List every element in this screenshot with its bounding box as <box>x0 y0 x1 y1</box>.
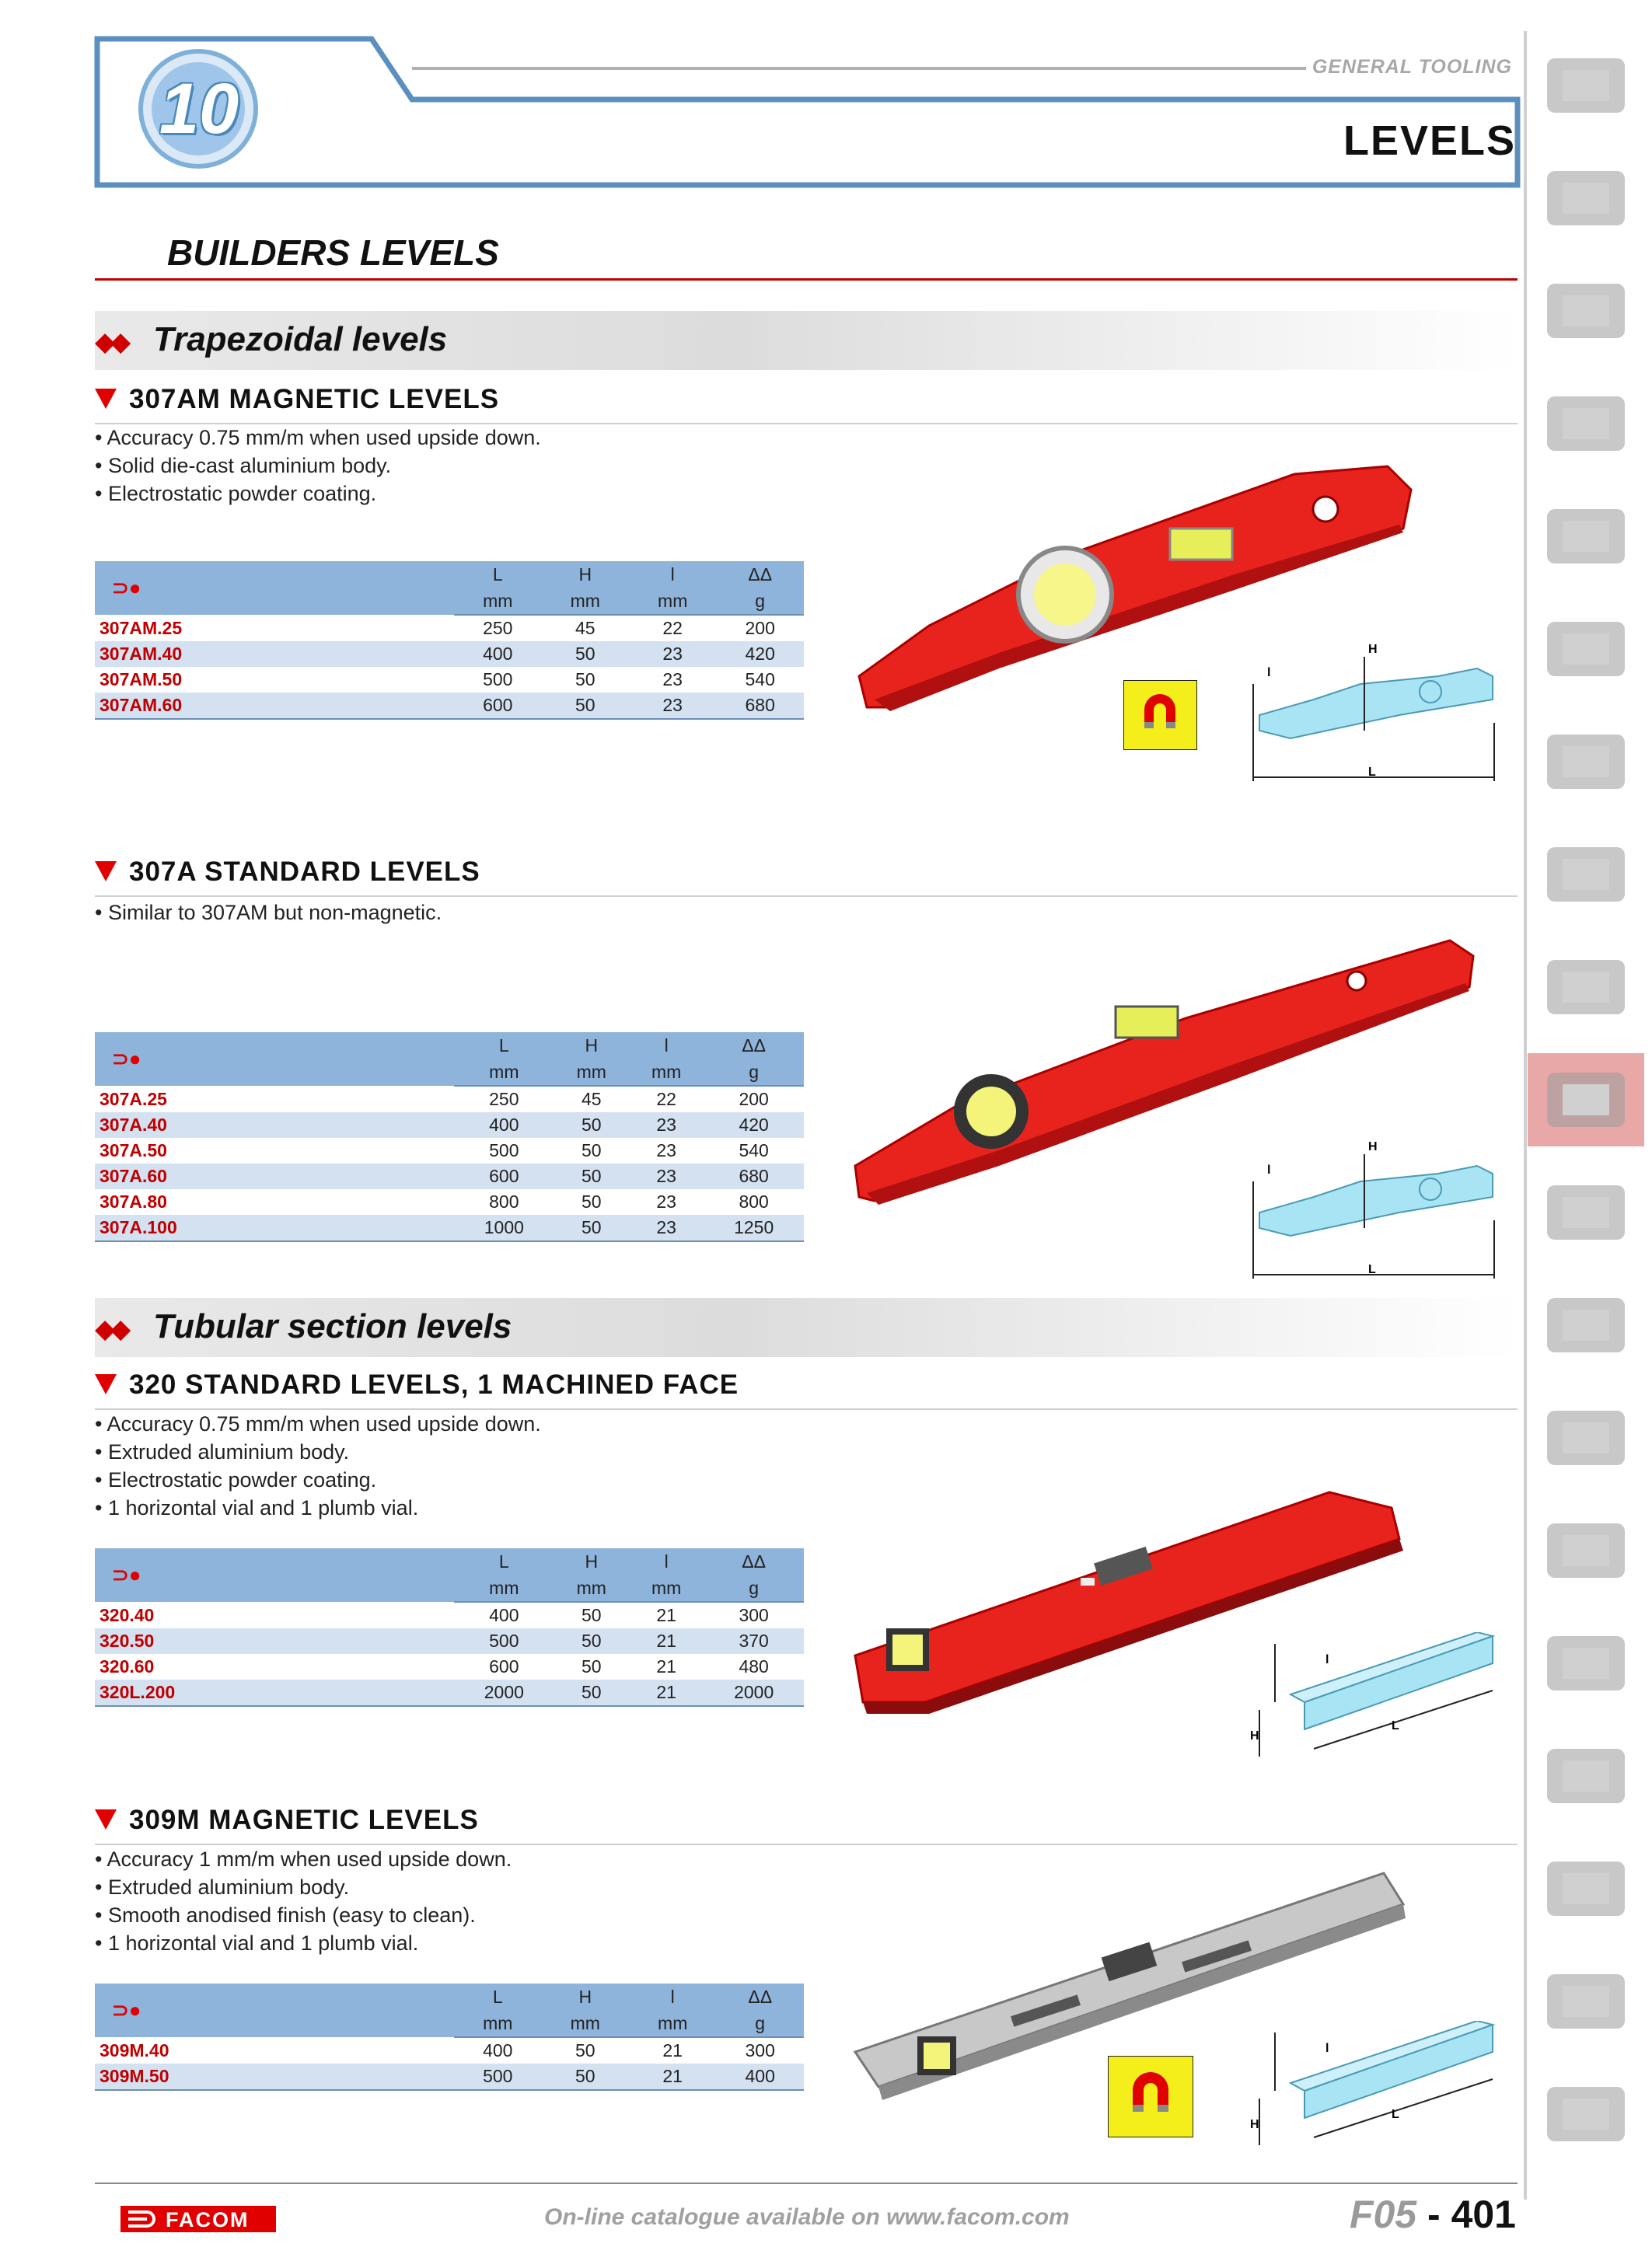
subsection-307a <box>95 857 1518 897</box>
dimension-diagram-309m <box>1244 2021 1500 2176</box>
band-tubular <box>95 1298 1518 1357</box>
pylon-icon[interactable] <box>1528 1842 1644 1935</box>
band-label: Trapezoidal levels <box>153 320 448 358</box>
workbench-icon[interactable] <box>1528 39 1644 132</box>
cell: 23 <box>662 669 683 689</box>
col-header: H <box>554 1548 629 1575</box>
unit-header: mm <box>629 588 716 615</box>
bullet: • 1 horizontal vial and 1 plumb vial. <box>95 1494 541 1522</box>
cell: 2000 <box>704 1680 804 1706</box>
subsection-title: 309M MAGNETIC LEVELS <box>129 1805 479 1835</box>
table-row <box>95 1164 804 1189</box>
diamond-icon: ◆◆ <box>95 327 127 357</box>
unit-header: mm <box>629 1575 704 1602</box>
table-row <box>95 1680 804 1706</box>
cell: 370 <box>704 1628 804 1654</box>
cell: 50 <box>582 1140 602 1160</box>
table-row <box>95 1628 804 1654</box>
triangle-icon <box>95 1374 117 1394</box>
dimension-label: L <box>1392 1719 1399 1732</box>
reference-code[interactable]: 307A.80 <box>100 1192 167 1212</box>
bullet: • Accuracy 0.75 mm/m when used upside down. <box>95 1410 541 1438</box>
table-row <box>95 2037 804 2064</box>
cell: 21 <box>656 1656 676 1677</box>
cell: 600 <box>454 1164 554 1189</box>
bullet: • Electrostatic powder coating. <box>95 1466 541 1494</box>
diamond-icon: ◆◆ <box>95 1314 127 1344</box>
reference-code[interactable]: 320.40 <box>100 1604 155 1625</box>
tool-box-icon[interactable] <box>1528 377 1644 470</box>
cell: 2000 <box>454 1680 554 1706</box>
col-header: L <box>454 1548 554 1575</box>
page-number <box>1350 2192 1516 2237</box>
cell: 50 <box>575 2040 595 2060</box>
dimension-label: H <box>1368 643 1378 656</box>
reference-code[interactable]: 307AM.60 <box>95 693 454 719</box>
bullet: • Extruded aluminium body. <box>95 1438 541 1466</box>
cell: 50 <box>554 1215 629 1241</box>
cell: 680 <box>716 693 804 719</box>
dimension-label: L <box>1392 2108 1399 2121</box>
unit-header: mm <box>454 2010 542 2037</box>
table-row <box>95 1654 804 1680</box>
clamp-icon[interactable] <box>1528 1617 1644 1710</box>
cell: 23 <box>656 1192 676 1212</box>
dimension-diagram-307a <box>1244 1135 1500 1290</box>
cell: 50 <box>554 1112 629 1138</box>
bullet: • Extruded aluminium body. <box>95 1873 512 1901</box>
col-header: H <box>542 1984 629 2010</box>
reference-code[interactable]: 309M.40 <box>100 2039 169 2060</box>
col-header: ΔΔ <box>716 561 804 588</box>
car-icon[interactable] <box>1528 2067 1644 2161</box>
reference-code[interactable]: 320.50 <box>95 1628 454 1654</box>
col-header: H <box>554 1032 629 1059</box>
page-title: LEVELS <box>1343 117 1516 164</box>
dimension-label: H <box>1368 1140 1378 1153</box>
unit-header: g <box>716 588 804 615</box>
unit-header: g <box>716 2010 804 2037</box>
band-label: Tubular section levels <box>153 1307 512 1345</box>
cell: 600 <box>454 693 542 719</box>
unit-header: mm <box>542 588 629 615</box>
subsection-320 <box>95 1370 1518 1410</box>
hacksaw-icon[interactable] <box>1528 1279 1644 1372</box>
dimension-label: H <box>1250 2118 1259 2131</box>
unit-header: mm <box>542 2010 629 2037</box>
cell: 50 <box>542 2064 629 2090</box>
cell: 400 <box>454 1112 554 1138</box>
unit-header: g <box>704 1059 804 1086</box>
cell: 800 <box>739 1192 769 1212</box>
chapter-number: 10 <box>159 69 239 148</box>
reference-icon: ⊃● <box>95 1984 454 2037</box>
workshop-bench-icon[interactable] <box>1528 264 1644 358</box>
cell: 500 <box>454 2064 542 2090</box>
dimension-diagram-320 <box>1244 1632 1500 1788</box>
cell: 1000 <box>454 1215 554 1241</box>
cell: 300 <box>739 1605 769 1625</box>
cell: 400 <box>489 1605 519 1625</box>
reference-code[interactable]: 307A.100 <box>95 1215 454 1241</box>
spec-table-307a <box>95 1032 804 1242</box>
table-row <box>95 641 804 667</box>
cell: 23 <box>629 1164 704 1189</box>
table-row <box>95 693 804 719</box>
bullets-309m <box>95 1845 512 1957</box>
section-tag: GENERAL TOOLING <box>1311 56 1512 78</box>
cell: 50 <box>554 1628 629 1654</box>
table-row <box>95 615 804 641</box>
cell: 200 <box>739 1089 769 1109</box>
col-header: L <box>454 1032 554 1059</box>
dimension-label: L <box>1368 766 1376 779</box>
reference-code[interactable]: 307AM.50 <box>100 669 183 689</box>
reference-code[interactable]: 307A.60 <box>95 1164 454 1189</box>
cell: 23 <box>629 1215 704 1241</box>
cell: 50 <box>582 1605 602 1625</box>
col-header: L <box>454 561 542 588</box>
cell: 1250 <box>704 1215 804 1241</box>
col-header: l <box>629 1984 716 2010</box>
reference-code[interactable]: 309M.50 <box>95 2064 454 2090</box>
dimension-label: L <box>1368 1263 1376 1276</box>
table-row <box>95 1112 804 1138</box>
subsection-title: 320 STANDARD LEVELS, 1 MACHINED FACE <box>129 1370 739 1400</box>
bullets-307am <box>95 424 541 508</box>
circuit-icon[interactable] <box>1528 1955 1644 2048</box>
reference-code[interactable]: 307AM.40 <box>95 641 454 667</box>
tool-cabinet-icon[interactable] <box>1528 152 1644 245</box>
page-number-value: 401 <box>1451 2193 1516 2236</box>
facom-logo-icon <box>124 2206 162 2232</box>
unit-header: mm <box>454 1059 554 1086</box>
subsection-title: 307AM MAGNETIC LEVELS <box>129 384 500 414</box>
page-prefix: F05 <box>1349 2193 1417 2236</box>
cell: 500 <box>483 669 513 689</box>
impact-wrench-icon[interactable] <box>1528 1504 1644 1597</box>
cell: 23 <box>629 693 716 719</box>
hammer-icon[interactable] <box>1528 1166 1644 1259</box>
title-rule <box>95 278 1518 281</box>
dimension-label: l <box>1267 666 1271 679</box>
cell: 21 <box>629 1628 704 1654</box>
tape-measure-icon[interactable] <box>1528 1053 1644 1146</box>
table-row <box>95 2064 804 2090</box>
cell: 21 <box>656 1605 676 1625</box>
dimension-label: H <box>1250 1729 1259 1743</box>
wrench-icon[interactable] <box>1528 490 1644 583</box>
cell: 22 <box>656 1089 676 1109</box>
thumbnail-strip-rule <box>1524 31 1527 2200</box>
table-row <box>95 1138 804 1164</box>
table-row <box>95 1602 804 1628</box>
triangle-icon <box>95 389 117 409</box>
cell: 50 <box>575 669 595 689</box>
subsection-309m <box>95 1805 1518 1845</box>
pliers-icon[interactable] <box>1528 940 1644 1034</box>
cell: 50 <box>542 641 629 667</box>
dimension-label: l <box>1267 1164 1271 1177</box>
reference-icon: ⊃● <box>95 561 454 615</box>
dimension-diagram-307am <box>1244 637 1500 793</box>
unit-header: mm <box>554 1575 629 1602</box>
col-header: l <box>629 561 716 588</box>
cell: 420 <box>716 641 804 667</box>
reference-code[interactable]: 307AM.25 <box>100 617 183 638</box>
col-header: L <box>454 1984 542 2010</box>
bullet: • Smooth anodised finish (easy to clean). <box>95 1901 512 1929</box>
bullets-307a <box>95 898 442 926</box>
reference-code[interactable]: 307A.50 <box>100 1140 167 1160</box>
band-trapezoidal <box>95 311 1518 370</box>
spec-table-307am <box>95 561 804 720</box>
table-row <box>95 1086 804 1112</box>
footer-rule <box>95 2183 1518 2184</box>
brand-name: FACOM <box>166 2208 250 2231</box>
unit-header: g <box>704 1575 804 1602</box>
reference-code[interactable]: 307A.25 <box>100 1088 167 1109</box>
cell: 250 <box>489 1089 519 1109</box>
spec-table-309m <box>95 1984 804 2091</box>
triangle-icon <box>95 861 117 881</box>
aircraft-icon[interactable] <box>1528 1729 1644 1823</box>
cell: 250 <box>483 618 513 638</box>
page-separator: - <box>1416 2193 1451 2236</box>
cell: 50 <box>554 1680 629 1706</box>
cell: 50 <box>582 1656 602 1677</box>
cell: 50 <box>554 1164 629 1189</box>
unit-header: mm <box>454 588 542 615</box>
unit-header: mm <box>554 1059 629 1086</box>
cell: 23 <box>629 641 716 667</box>
spec-table-320 <box>95 1548 804 1707</box>
cell: 50 <box>542 693 629 719</box>
puller-icon[interactable] <box>1528 1391 1644 1485</box>
dimension-label: l <box>1325 2042 1329 2055</box>
col-header: ΔΔ <box>704 1032 804 1059</box>
cell: 480 <box>739 1656 769 1677</box>
cell: 300 <box>745 2040 775 2060</box>
cell: 45 <box>575 618 595 638</box>
bullet: • Solid die-cast aluminium body. <box>95 452 541 480</box>
cell: 50 <box>582 1192 602 1212</box>
bullet: • Electrostatic powder coating. <box>95 480 541 508</box>
cell: 540 <box>745 669 775 689</box>
cell: 800 <box>489 1192 519 1212</box>
bullet: • 1 horizontal vial and 1 plumb vial. <box>95 1929 512 1957</box>
cell: 21 <box>629 2064 716 2090</box>
table-row <box>95 1215 804 1241</box>
triangle-icon <box>95 1809 117 1830</box>
unit-header: mm <box>629 1059 704 1086</box>
facom-logo <box>120 2206 276 2232</box>
col-header: H <box>542 561 629 588</box>
reference-code[interactable]: 320.60 <box>100 1656 155 1677</box>
socket-icon[interactable] <box>1528 602 1644 696</box>
unit-header: mm <box>629 2010 716 2037</box>
cell: 23 <box>656 1140 676 1160</box>
cell: 45 <box>582 1089 602 1109</box>
cell: 200 <box>745 618 775 638</box>
col-header: l <box>629 1548 704 1575</box>
cell: 22 <box>662 618 683 638</box>
magnet-icon <box>1108 2056 1193 2137</box>
col-header: l <box>629 1032 704 1059</box>
dimension-label: l <box>1325 1653 1329 1666</box>
unit-header: mm <box>454 1575 554 1602</box>
screwdriver-icon[interactable] <box>1528 715 1644 808</box>
cell: 400 <box>483 2040 513 2060</box>
reference-icon: ⊃● <box>95 1548 454 1602</box>
cell: 400 <box>716 2064 804 2090</box>
bullet: • Accuracy 1 mm/m when used upside down. <box>95 1845 512 1873</box>
online-catalogue-text: On-line catalogue available on www.facom.com <box>544 2204 1070 2230</box>
cell: 21 <box>629 1680 704 1706</box>
table-row <box>95 667 804 693</box>
cell: 680 <box>704 1164 804 1189</box>
hex-key-icon[interactable] <box>1528 828 1644 921</box>
cell: 23 <box>629 1112 704 1138</box>
bullets-320 <box>95 1410 541 1522</box>
reference-code[interactable]: 320L.200 <box>95 1680 454 1706</box>
cell: 540 <box>739 1140 769 1160</box>
main-title: BUILDERS LEVELS <box>167 232 499 273</box>
magnet-icon <box>1123 680 1197 750</box>
bullet: • Similar to 307AM but non-magnetic. <box>95 898 442 926</box>
reference-code[interactable]: 307A.40 <box>95 1112 454 1138</box>
col-header: ΔΔ <box>704 1548 804 1575</box>
cell: 420 <box>704 1112 804 1138</box>
table-row <box>95 1189 804 1215</box>
cell: 400 <box>454 641 542 667</box>
cell: 600 <box>489 1656 519 1677</box>
cell: 21 <box>662 2040 683 2060</box>
reference-icon: ⊃● <box>95 1032 454 1086</box>
cell: 500 <box>489 1140 519 1160</box>
cell: 500 <box>454 1628 554 1654</box>
bullet: • Accuracy 0.75 mm/m when used upside down. <box>95 424 541 452</box>
col-header: ΔΔ <box>716 1984 804 2010</box>
subsection-title: 307A STANDARD LEVELS <box>129 857 480 887</box>
subsection-307am <box>95 384 1518 424</box>
